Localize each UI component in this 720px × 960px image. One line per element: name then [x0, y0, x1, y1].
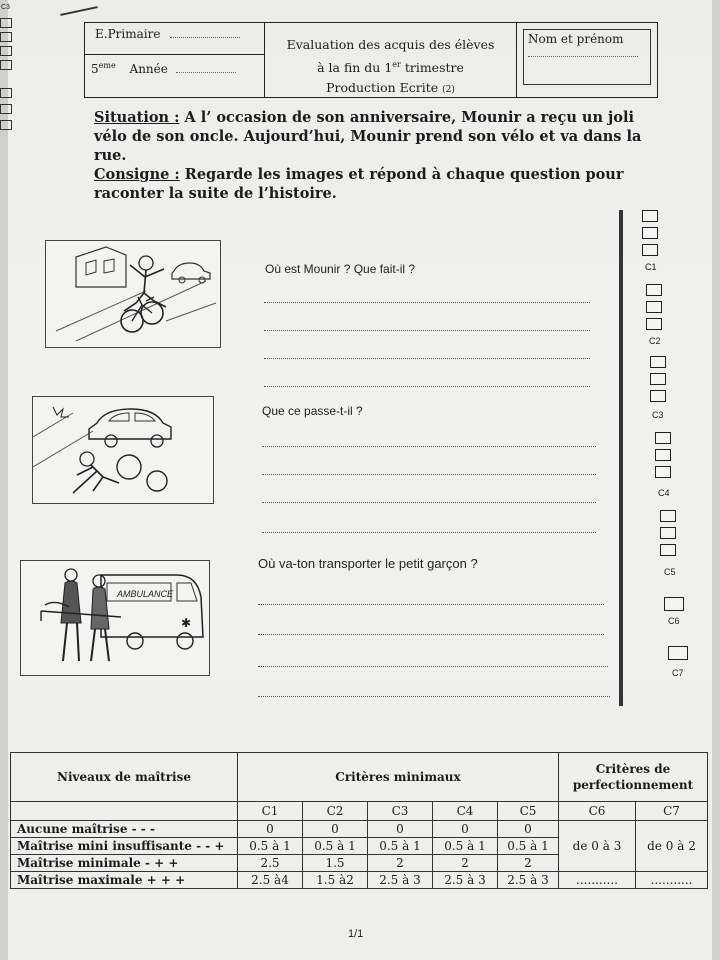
answer-line[interactable]	[264, 358, 590, 359]
c6-blank: ...........	[559, 872, 636, 889]
score-box[interactable]	[664, 597, 684, 611]
answer-line[interactable]	[258, 666, 608, 667]
table-row: Maîtrise maximale + + + 2.5 à4 1.5 à2 2.5 à 3 2.5 à 3 2.5 à 3 ........... ...........	[11, 872, 708, 889]
score-box[interactable]	[655, 432, 671, 444]
exam-header	[84, 22, 658, 98]
grading-table	[10, 752, 708, 889]
score-box[interactable]	[650, 356, 666, 368]
consigne-body: Regarde les images et répond à chaque question pour raconter la suite de l’histoire.	[94, 166, 624, 202]
score-column-bar	[619, 210, 623, 706]
col-header: C1	[238, 802, 303, 821]
question-2: Que ce passe-t-il ?	[262, 404, 363, 418]
title-line-2: à la fin du 1er trimestre	[317, 60, 464, 76]
answer-line[interactable]	[264, 330, 590, 331]
levels-header: Niveaux de maîtrise	[11, 753, 238, 802]
score-box[interactable]	[655, 466, 671, 478]
margin-code: C3	[1, 4, 10, 11]
margin-box	[0, 104, 12, 114]
score-box[interactable]	[646, 284, 662, 296]
margin-box	[0, 46, 12, 56]
image-ambulance	[20, 560, 210, 676]
table-corner	[11, 802, 238, 821]
answer-line[interactable]	[258, 696, 610, 697]
margin-box	[0, 32, 12, 42]
perfection-criteria-header: Critères de perfectionnement	[559, 753, 708, 802]
c7-range: de 0 à 2	[636, 821, 708, 872]
table-row: Maîtrise mini insuffisante - - + 0.5 à 1 0.5 à 1 0.5 à 1 0.5 à 1 0.5 à 1	[11, 838, 708, 855]
criterion-label-c7: C7	[672, 668, 684, 678]
col-header: C2	[303, 802, 368, 821]
answer-line[interactable]	[258, 634, 604, 635]
criterion-label-c2: C2	[649, 336, 661, 346]
situation-body: A l’ occasion de son anniversaire, Mounir a reçu un joli vélo de son oncle. Aujourd’hui, Mounir prend son vélo et va dans la rue.	[94, 109, 642, 164]
score-box[interactable]	[642, 210, 658, 222]
criterion-label-c1: C1	[645, 262, 657, 272]
school-label: E.Primaire	[95, 27, 161, 41]
margin-box	[0, 88, 12, 98]
score-box[interactable]	[668, 646, 688, 660]
question-3: Où va-ton transporter le petit garçon ?	[258, 556, 478, 571]
score-box[interactable]	[646, 301, 662, 313]
col-header: C3	[368, 802, 433, 821]
grade-sup: eme	[98, 61, 116, 70]
col-header: C7	[636, 802, 708, 821]
margin-box	[0, 120, 12, 130]
score-box[interactable]	[650, 390, 666, 402]
score-box[interactable]	[660, 544, 676, 556]
name-label: Nom et prénom	[528, 32, 624, 46]
answer-line[interactable]	[262, 532, 596, 533]
criterion-label-c4: C4	[658, 488, 670, 498]
grade-number: 5	[91, 62, 99, 76]
situation-label: Situation :	[94, 109, 180, 126]
exam-title	[265, 23, 517, 97]
title-line-1: Evaluation des acquis des élèves	[286, 37, 495, 52]
score-box[interactable]	[660, 527, 676, 539]
score-box[interactable]	[655, 449, 671, 461]
criterion-label-c6: C6	[668, 616, 680, 626]
answer-line[interactable]	[262, 446, 596, 447]
score-box[interactable]	[660, 510, 676, 522]
name-field[interactable]	[528, 56, 638, 57]
score-box[interactable]	[650, 373, 666, 385]
situation-text	[94, 108, 654, 203]
svg-text:✱: ✱	[181, 616, 192, 630]
col-header: C6	[559, 802, 636, 821]
name-cell	[517, 23, 657, 97]
image-car-accident	[32, 396, 214, 504]
criterion-label-c5: C5	[664, 567, 676, 577]
answer-line[interactable]	[264, 386, 590, 387]
table-row: Maîtrise minimale - + + 2.5 1.5 2 2 2	[11, 855, 708, 872]
grade-cell	[85, 55, 265, 97]
question-1: Où est Mounir ? Que fait-il ?	[265, 262, 416, 276]
image-boy-on-bicycle	[45, 240, 221, 348]
school-cell	[85, 23, 265, 55]
answer-line[interactable]	[264, 302, 590, 303]
col-header: C5	[498, 802, 559, 821]
score-box[interactable]	[642, 227, 658, 239]
answer-line[interactable]	[262, 502, 596, 503]
grade-word: Année	[129, 62, 168, 76]
margin-box	[0, 60, 12, 70]
answer-line[interactable]	[262, 474, 596, 475]
page-number: 1/1	[348, 928, 364, 940]
table-row: Aucune maîtrise - - - 0 0 0 0 0 de 0 à 3 de 0 à 2	[11, 821, 708, 838]
col-header: C4	[433, 802, 498, 821]
consigne-label: Consigne :	[94, 166, 180, 183]
answer-line[interactable]	[258, 604, 604, 605]
criterion-label-c3: C3	[652, 410, 664, 420]
margin-box	[0, 18, 12, 28]
c7-blank: ...........	[636, 872, 708, 889]
title-line-3: Production Ecrite (2)	[326, 80, 455, 96]
minimal-criteria-header: Critères minimaux	[238, 753, 559, 802]
margin-score-strip	[0, 0, 18, 140]
score-box[interactable]	[642, 244, 658, 256]
ambulance-label: AMBULANCE	[117, 589, 174, 599]
score-box[interactable]	[646, 318, 662, 330]
c6-range: de 0 à 3	[559, 821, 636, 872]
